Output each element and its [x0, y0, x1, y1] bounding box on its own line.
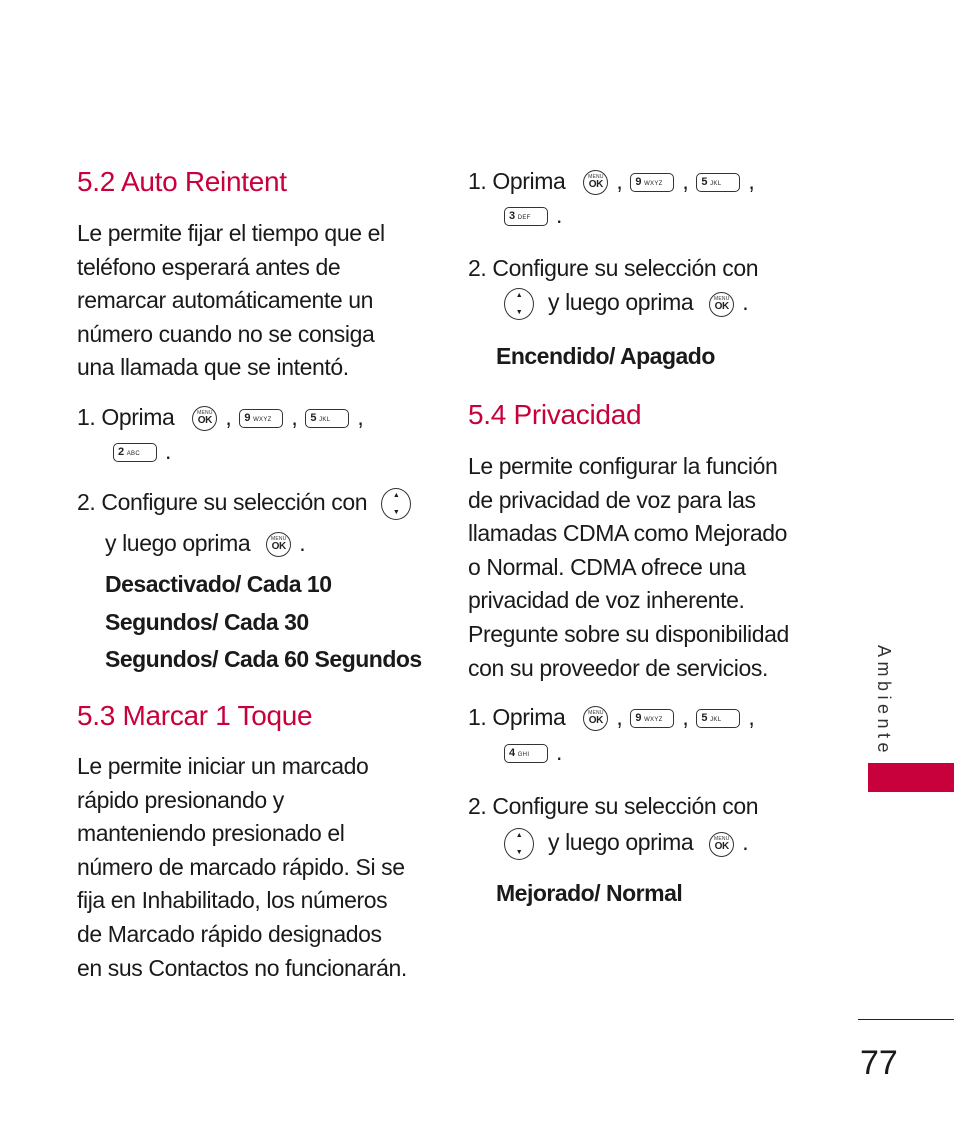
text-line: teléfono esperará antes de [77, 253, 341, 280]
side-tab-marker [868, 763, 954, 792]
privacidad-step1: 1. Oprima MENU OK , 9 WXYZ , 5 JKL , [468, 704, 755, 730]
menu-ok-key-icon: MENU OK [266, 532, 291, 557]
step-label: 1. Oprima [468, 704, 566, 730]
text-line: fija en Inhabilitado, los números [77, 887, 388, 914]
nav-key-icon: ▲ ▼ [381, 488, 411, 520]
auto-reintent-step1: 1. Oprima MENU OK , 9 WXYZ , 5 JKL , [77, 404, 364, 430]
privacidad-description [468, 450, 789, 685]
section-title-auto-reintent: 5.2 Auto Reintent [77, 166, 287, 197]
menu-ok-key-icon: MENU OK [709, 292, 734, 317]
text-line: o Normal. CDMA ofrece una [468, 553, 746, 580]
nav-key-icon: ▲ ▼ [504, 828, 534, 860]
key-5-icon: 5 JKL [696, 173, 740, 192]
text-line: Pregunte sobre su disponibilidad [468, 620, 789, 647]
step-label: 1. Oprima [468, 168, 566, 194]
privacidad-step1-cont: 4 GHI . [502, 739, 562, 766]
key-2-icon: 2 ABC [113, 443, 157, 462]
step-label: 2. Configure su selección con [77, 489, 368, 516]
text-line: en sus Contactos no funcionarán. [77, 954, 407, 981]
marcar-toque-step1: 1. Oprima MENU OK , 9 WXYZ , 5 JKL , [468, 168, 755, 194]
text-line: Le permite fijar el tiempo que el [77, 220, 385, 246]
menu-ok-key-icon: MENU OK [583, 706, 608, 731]
text-line: de privacidad de voz para las [468, 486, 756, 513]
option-line: Encendido/ Apagado [496, 343, 715, 369]
text-line: de Marcado rápido designados [77, 920, 382, 947]
option-line: Desactivado/ Cada 10 [105, 571, 332, 597]
key-9-icon: 9 WXYZ [630, 173, 674, 192]
privacidad-step2-cont: ▲ ▼ y luego oprima MENU OK . [502, 828, 748, 860]
text-line: Le permite iniciar un marcado [77, 753, 369, 779]
marcar-toque-options [496, 338, 715, 376]
text-line: con su proveedor de servicios. [468, 654, 768, 681]
menu-ok-key-icon: MENU OK [192, 406, 217, 431]
text-line: Le permite configurar la función [468, 453, 778, 479]
option-line: Mejorado/ Normal [496, 880, 683, 906]
step-label: y luego oprima [548, 829, 694, 856]
key-5-icon: 5 JKL [305, 409, 349, 428]
step-label: y luego oprima [105, 530, 251, 556]
text-line: una llamada que se intentó. [77, 354, 349, 381]
step-label: 2. Configure su selección con [468, 793, 759, 819]
section-title-privacidad: 5.4 Privacidad [468, 399, 642, 430]
menu-ok-key-icon: MENU OK [709, 832, 734, 857]
privacidad-step2 [468, 793, 758, 820]
auto-reintent-step2 [77, 488, 413, 520]
auto-reintent-description [77, 217, 385, 385]
option-line: Segundos/ Cada 60 Segundos [105, 646, 422, 672]
step-label: 2. Configure su selección con [468, 255, 759, 281]
step-label: y luego oprima [548, 289, 694, 316]
privacidad-options [496, 875, 682, 913]
text-line: número cuando no se consiga [77, 320, 375, 347]
key-9-icon: 9 WXYZ [239, 409, 283, 428]
key-9-icon: 9 WXYZ [630, 709, 674, 728]
page-number: 77 [860, 1044, 898, 1082]
key-3-icon: 3 DEF [504, 207, 548, 226]
auto-reintent-step1-cont: 2 ABC . [111, 438, 171, 465]
text-line: llamadas CDMA como Mejorado [468, 520, 787, 547]
side-tab-label: Ambiente [874, 645, 894, 758]
auto-reintent-step2-cont: y luego oprima MENU OK . [105, 530, 306, 556]
text-line: privacidad de voz inherente. [468, 587, 745, 614]
option-line: Segundos/ Cada 30 [105, 608, 309, 635]
key-5-icon: 5 JKL [696, 709, 740, 728]
marcar-toque-step1-cont: 3 DEF . [502, 202, 562, 229]
text-line: rápido presionando y [77, 786, 284, 813]
footer-rule [858, 1019, 954, 1020]
step-label: 1. Oprima [77, 404, 175, 430]
section-title-marcar-toque: 5.3 Marcar 1 Toque [77, 700, 313, 731]
menu-ok-key-icon: MENU OK [583, 170, 608, 195]
auto-reintent-options [105, 566, 422, 679]
key-4-icon: 4 GHI [504, 744, 548, 763]
marcar-toque-step2 [468, 255, 758, 282]
text-line: remarcar automáticamente un [77, 287, 374, 314]
marcar-toque-step2-cont: ▲ ▼ y luego oprima MENU OK . [502, 288, 748, 320]
nav-key-icon: ▲ ▼ [504, 288, 534, 320]
marcar-toque-description [77, 750, 407, 985]
text-line: número de marcado rápido. Si se [77, 853, 405, 880]
text-line: manteniendo presionado el [77, 820, 345, 847]
